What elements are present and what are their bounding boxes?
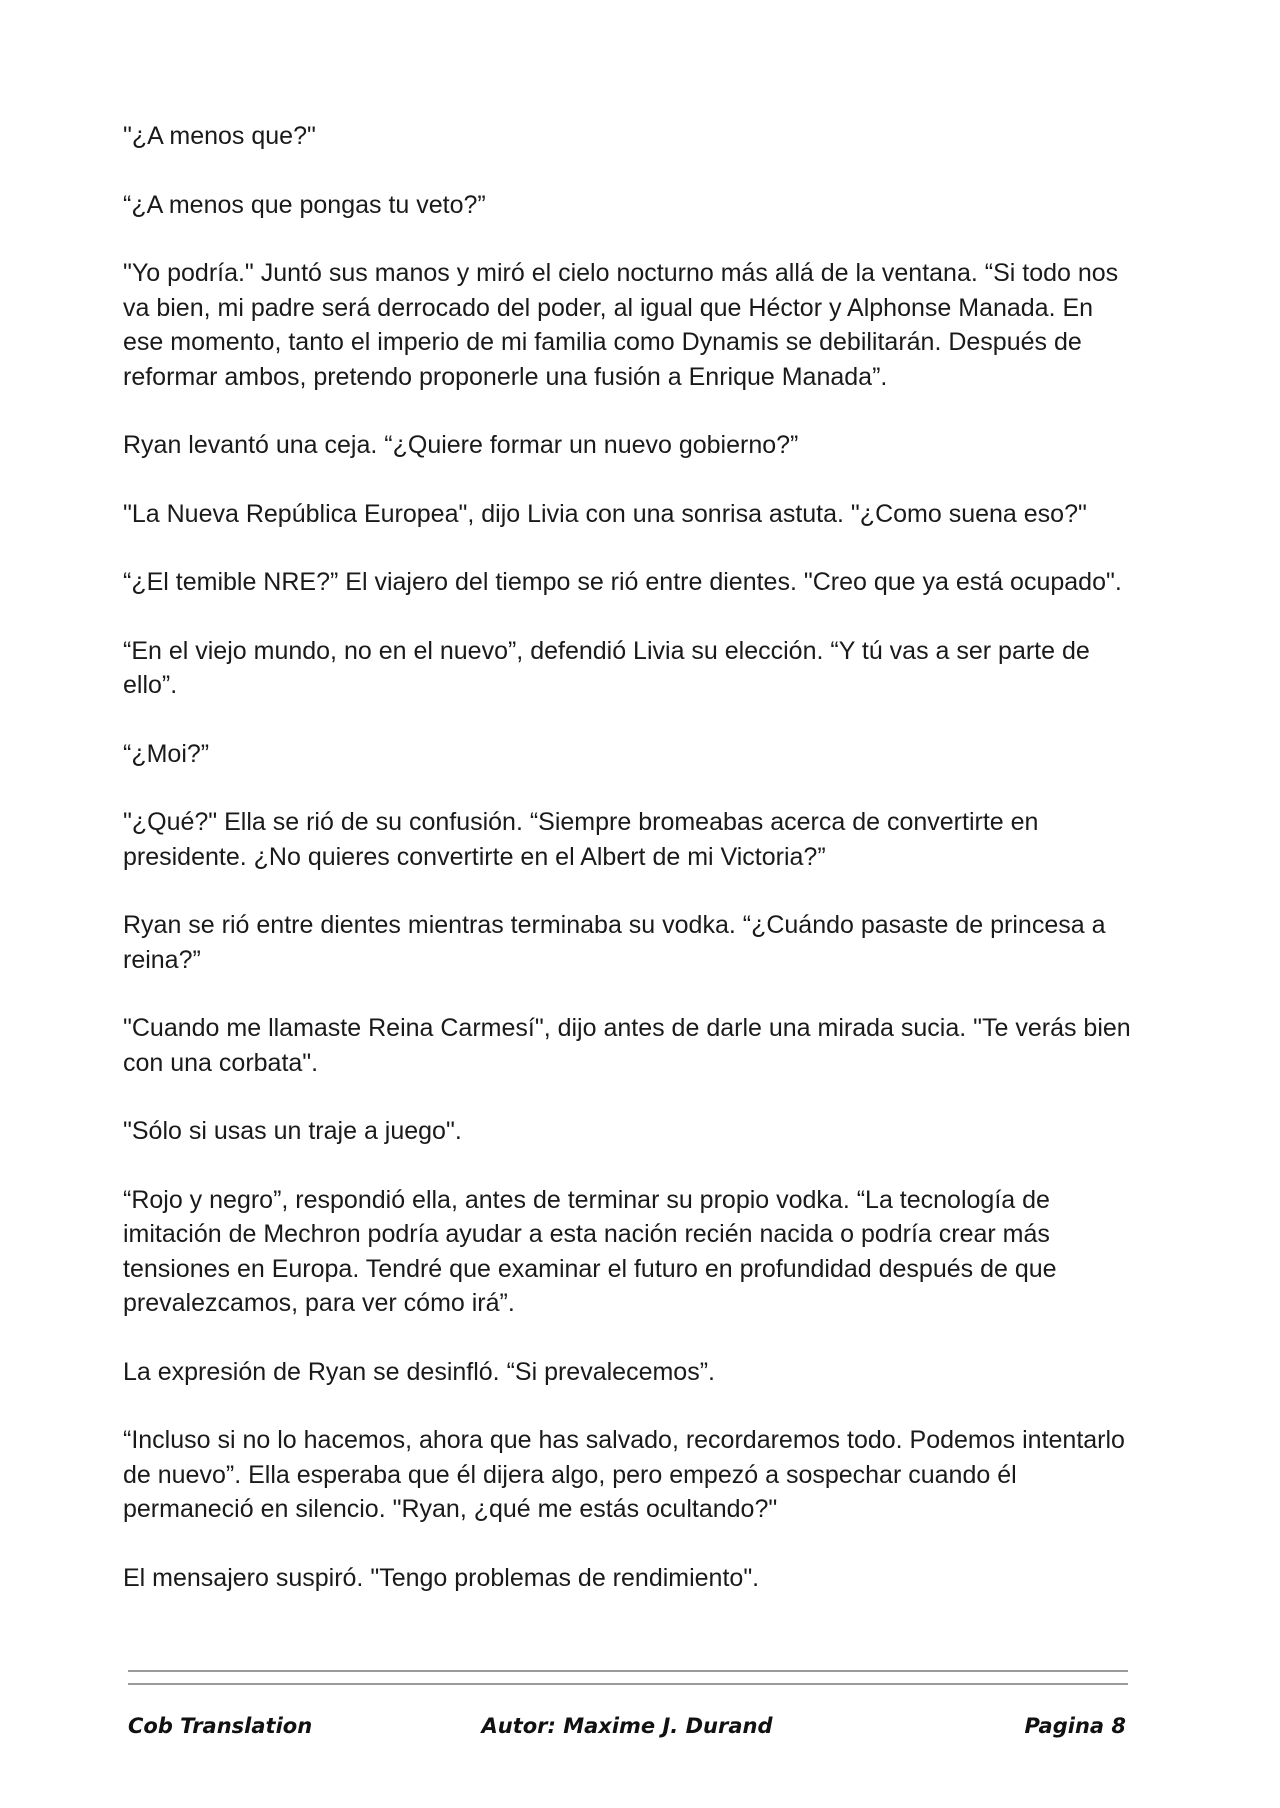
paragraph: "La Nueva República Europea", dijo Livia con una sonrisa astuta. "¿Como suena eso?" (123, 499, 1087, 528)
paragraph: “¿A menos que pongas tu veto?” (123, 190, 486, 219)
paragraph: “Rojo y negro”, respondió ella, antes de terminar su propio vodka. “La tecnología de imitación de Mechron podría ayudar a esta nación recién nacida o podría crear más tensiones en Europa. Tendré que examinar el futuro en profundidad después de que prevalezcamos, para ver cómo irá”. (123, 1185, 1057, 1317)
paragraph: "Cuando me llamaste Reina Carmesí", dijo antes de darle una mirada sucia. "Te verás bien con una corbata". (123, 1014, 1131, 1077)
paragraph: "¿A menos que?" (123, 122, 316, 150)
page-body (123, 119, 1133, 1629)
footer-divider (128, 1670, 1128, 1696)
footer-page-number: Pagina 8 (1024, 1714, 1126, 1738)
paragraph: "¿Qué?" Ella se rió de su confusión. “Siempre bromeabas acerca de convertirte en presidente. ¿No quieres convertirte en el Albert de mi Victoria?” (123, 808, 1039, 871)
paragraph: Ryan se rió entre dientes mientras terminaba su vodka. “¿Cuándo pasaste de princesa a reina?” (123, 911, 1106, 974)
paragraph: “¿Moi?” (123, 739, 210, 768)
footer-author: Autor: Maxime J. Durand (481, 1714, 773, 1738)
paragraph: "Sólo si usas un traje a juego". (123, 1117, 462, 1145)
footer-rule-bottom (128, 1683, 1128, 1685)
paragraph: “¿El temible NRE?” El viajero del tiempo se rió entre dientes. "Creo que ya está ocupado". (123, 568, 1122, 596)
paragraph: La expresión de Ryan se desinfló. “Si prevalecemos”. (123, 1357, 715, 1386)
paragraph: “En el viejo mundo, no en el nuevo”, defendió Livia su elección. “Y tú vas a ser parte de ello”. (123, 636, 1090, 699)
footer-rule-top (128, 1670, 1128, 1672)
paragraph: "Yo podría." Juntó sus manos y miró el cielo nocturno más allá de la ventana. “Si todo nos va bien, mi padre será derrocado del poder, al igual que Héctor y Alphonse Manada. En ese momento, tanto el imperio de mi familia como Dynamis se debilitarán. Después de reformar ambos, pretendo proponerle una fusión a Enrique Manada”. (123, 259, 1119, 391)
paragraph: El mensajero suspiró. "Tengo problemas de rendimiento". (123, 1563, 760, 1592)
paragraph: “Incluso si no lo hacemos, ahora que has salvado, recordaremos todo. Podemos intentarlo de nuevo”. Ella esperaba que él dijera algo, pero empezó a sospechar cuando él permaneció en silencio. "Ryan, ¿qué me estás ocultando?" (123, 1426, 1125, 1523)
footer-translator: Cob Translation (128, 1714, 313, 1738)
page-footer (128, 1714, 1126, 1748)
paragraph: Ryan levantó una ceja. “¿Quiere formar un nuevo gobierno?” (123, 431, 799, 459)
